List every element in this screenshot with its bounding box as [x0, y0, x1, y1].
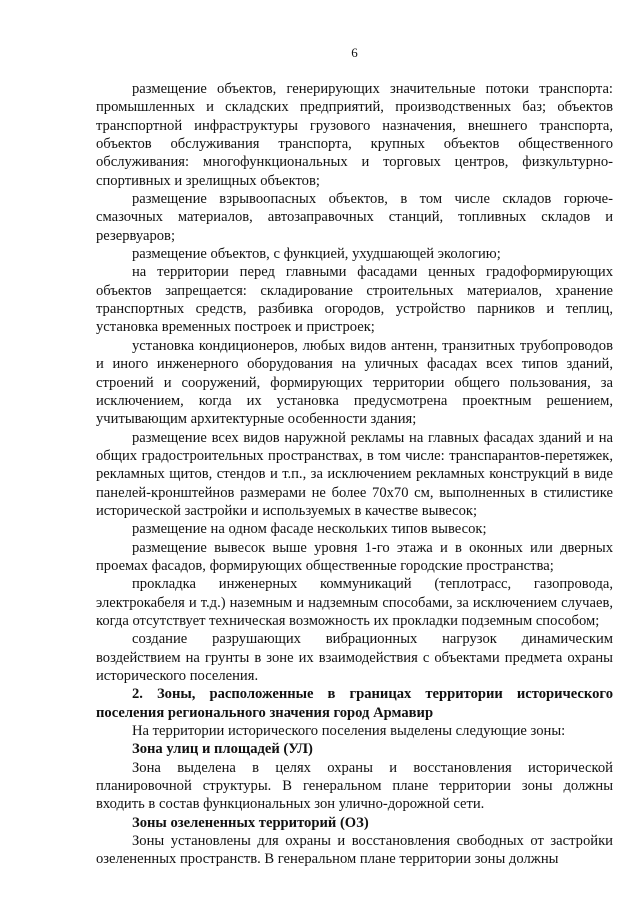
- zone-oz-text: Зоны установлены для охраны и восстановления свободных от застройки озелененных пространств. В генеральном плане территории зоны должны: [96, 833, 613, 868]
- paragraph-vibration: создание разрушающих вибрационных нагрузок динамическим воздействием на грунты в зоне их взаимодействия с объектами предмета охраны исторического поселения.: [96, 631, 613, 684]
- paragraph-traffic-objects: размещение объектов, генерирующих значительные потоки транспорта: промышленных и складских предприятий, производственных баз; объектов транспортной инфраструктуры грузового назначения, внешнего транспорта, объектов обслуживания транспорта, крупных объектов общественного обслуживания: многофункциональных и торговых центров, физкультурно-спортивных и зрелищных объектов;: [96, 81, 613, 189]
- paragraph-ecology: размещение объектов, с функцией, ухудшающей экологию;: [132, 246, 501, 263]
- paragraph-advertising: размещение всех видов наружной рекламы на главных фасадах зданий и на общих градостроительных пространствах, в том числе: транспарантов-перетяжек, рекламных щитов, стендов и т.п., за исключением рекламных конструкций в виде панелей-кронштейнов размерами не более 70х70 см, выполненных в стилистике исторической застройки и используемых в качестве вывесок;: [96, 429, 613, 519]
- paragraph-signboards: размещение на одном фасаде нескольких типов вывесок;: [132, 521, 487, 538]
- section-intro: На территории исторического поселения выделены следующие зоны:: [132, 723, 566, 740]
- paragraph-signboards-height: размещение вывесок выше уровня 1-го этажа и в оконных или дверных проемах фасадов, формирующих общественные городские пространства;: [96, 539, 613, 574]
- zone-ul-title: Зона улиц и площадей (УЛ): [132, 741, 313, 758]
- zone-oz-title: Зоны озелененных территорий (ОЗ): [132, 814, 369, 831]
- paragraph-explosive-objects: размещение взрывоопасных объектов, в том числе складов горюче-смазочных материалов, автозаправочных станций, топливных складов и резервуаров;: [96, 191, 613, 244]
- zone-ul-text: Зона выделена в целях охраны и восстановления исторической планировочной структуры. В генеральном плане территории зоны должны входить в состав функциональных зон улично-дорожной сети.: [96, 759, 613, 813]
- paragraph-main-facades: на территории перед главными фасадами ценных градоформирующих объектов запрещается: складирование строительных материалов, хранение транспортных средств, разбивка огородов, устройство парников и теплиц, установка временных построек и пристроек;: [96, 264, 613, 336]
- page-number: 6: [351, 45, 358, 60]
- document-body: [96, 80, 613, 869]
- section-heading: 2. Зоны, расположенные в границах территории исторического поселения регионального значения город Армавир: [96, 686, 613, 721]
- paragraph-utilities: прокладка инженерных коммуникаций (теплотрасс, газопровода, электрокабеля и т.д.) наземным и надземным способами, за исключением случаев, когда отсутствует техническая возможность их прокладки подземным способом;: [96, 576, 613, 629]
- paragraph-air-conditioners: установка кондиционеров, любых видов антенн, транзитных трубопроводов и иного инженерного оборудования на уличных фасадах всех типов зданий, строений и сооружений, формирующих территории общего пользования, за исключением, когда их установка предусмотрена проектным решением, учитывающим архитектурные особенности здания;: [96, 337, 613, 428]
